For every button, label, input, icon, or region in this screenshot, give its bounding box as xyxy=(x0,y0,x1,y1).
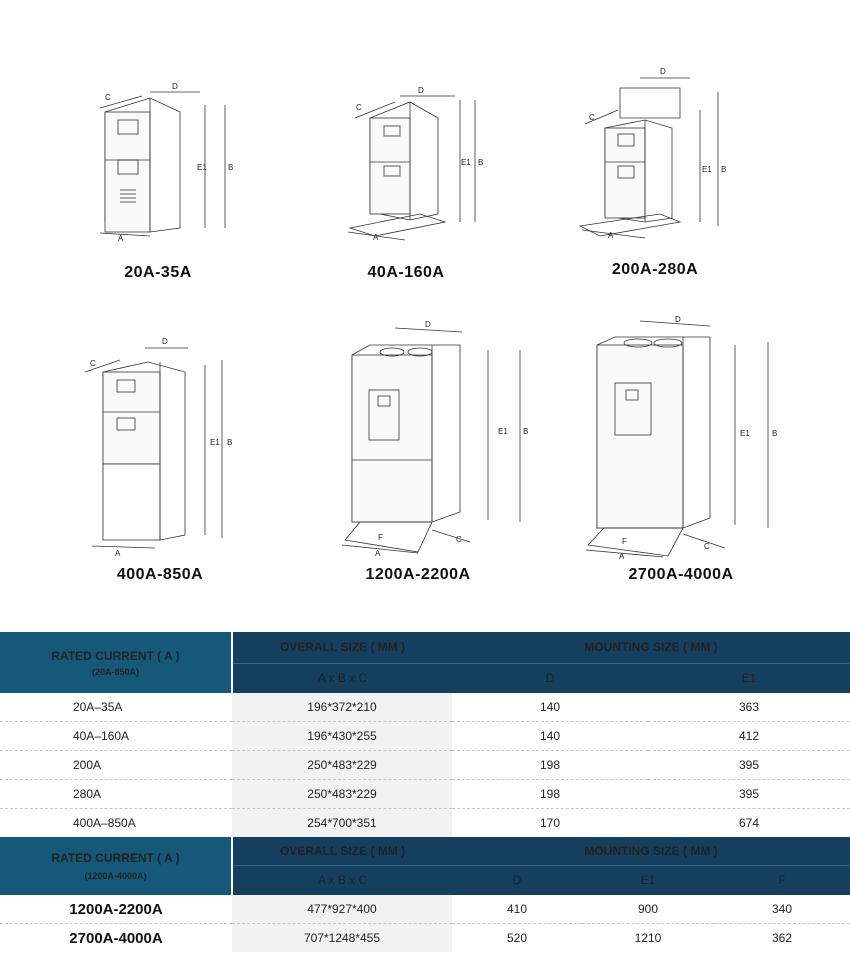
cell-d: 140 xyxy=(452,722,648,751)
cell-current: 1200A-2200A xyxy=(0,895,232,924)
svg-text:B: B xyxy=(721,165,727,174)
cell-e1: 900 xyxy=(582,895,714,924)
svg-text:A: A xyxy=(115,549,121,558)
caption-400A-850A: 400A-850A xyxy=(116,566,204,583)
svg-text:B: B xyxy=(523,427,529,436)
svg-text:C: C xyxy=(356,103,362,112)
cell-e1: 674 xyxy=(648,809,850,838)
svg-text:E1: E1 xyxy=(498,427,508,436)
header-e1: E1 xyxy=(582,865,714,895)
cell-e1: 412 xyxy=(648,722,850,751)
table-row xyxy=(0,809,850,838)
header-rated-current-label: RATED CURRENT ( A ) xyxy=(51,851,180,865)
header-mounting-size: MOUNTING SIZE ( MM ) xyxy=(452,632,850,663)
svg-text:F: F xyxy=(378,533,383,542)
cell-current: 280A xyxy=(0,780,232,809)
table-row xyxy=(0,693,850,722)
drawing-2700A-4000A xyxy=(586,315,777,561)
cell-f: 340 xyxy=(714,895,850,924)
svg-text:A: A xyxy=(375,549,381,558)
header-rated-current-range: (1200A-4000A) xyxy=(84,871,147,881)
cell-f: 362 xyxy=(714,924,850,953)
cell-current: 200A xyxy=(0,751,232,780)
svg-text:C: C xyxy=(105,93,111,102)
svg-text:C: C xyxy=(456,535,462,544)
svg-text:E1: E1 xyxy=(197,163,207,172)
caption-40A-160A: 40A-160A xyxy=(367,264,445,281)
cell-e1: 395 xyxy=(648,751,850,780)
svg-text:D: D xyxy=(425,320,431,329)
svg-text:D: D xyxy=(675,315,681,324)
svg-text:D: D xyxy=(162,337,168,346)
cell-d: 520 xyxy=(452,924,582,953)
caption-1200A-2200A: 1200A-2200A xyxy=(365,566,471,583)
svg-text:E1: E1 xyxy=(740,429,750,438)
cell-d: 198 xyxy=(452,751,648,780)
header-f: F xyxy=(714,865,850,895)
cell-size: 196*430*255 xyxy=(232,722,452,751)
header-axbxc: A x B x C xyxy=(232,663,452,693)
svg-text:A: A xyxy=(619,552,625,561)
svg-text:C: C xyxy=(90,359,96,368)
svg-text:D: D xyxy=(172,82,178,91)
drawing-200A-280A xyxy=(580,67,726,240)
cell-e1: 395 xyxy=(648,780,850,809)
cell-current: 20A–35A xyxy=(0,693,232,722)
drawing-1200A-2200A xyxy=(342,320,528,558)
header-rated-current xyxy=(0,632,232,693)
table-row xyxy=(0,780,850,809)
cell-current: 400A–850A xyxy=(0,809,232,838)
size-table-1200A-4000A xyxy=(0,837,850,952)
cell-size: 250*483*229 xyxy=(232,780,452,809)
svg-text:A: A xyxy=(608,231,614,240)
svg-text:D: D xyxy=(418,86,424,95)
caption-200A-280A: 200A-280A xyxy=(611,261,699,278)
cell-current: 40A–160A xyxy=(0,722,232,751)
table-row xyxy=(0,895,850,924)
cell-size: 707*1248*455 xyxy=(232,924,452,953)
caption-2700A-4000A: 2700A-4000A xyxy=(628,566,734,583)
header-overall-size: OVERALL SIZE ( MM ) xyxy=(232,837,452,865)
svg-text:E1: E1 xyxy=(702,165,712,174)
cell-d: 170 xyxy=(452,809,648,838)
svg-text:B: B xyxy=(772,429,778,438)
table-row xyxy=(0,924,850,953)
cell-d: 198 xyxy=(452,780,648,809)
header-e1: E1 xyxy=(648,663,850,693)
header-d: D xyxy=(452,663,648,693)
drawing-400A-850A xyxy=(85,337,232,558)
svg-text:A: A xyxy=(118,234,124,243)
table-row xyxy=(0,751,850,780)
svg-text:F: F xyxy=(622,537,627,546)
cell-d: 140 xyxy=(452,693,648,722)
cell-e1: 1210 xyxy=(582,924,714,953)
svg-text:D: D xyxy=(660,67,666,76)
cell-d: 410 xyxy=(452,895,582,924)
header-axbxc: A x B x C xyxy=(232,865,452,895)
svg-text:E1: E1 xyxy=(461,158,471,167)
svg-text:E1: E1 xyxy=(210,438,220,447)
cell-current: 2700A-4000A xyxy=(0,924,232,953)
drawing-40A-160A xyxy=(348,86,483,242)
cell-size: 254*700*351 xyxy=(232,809,452,838)
table-row xyxy=(0,722,850,751)
caption-20A-35A: 20A-35A xyxy=(124,264,192,281)
svg-text:B: B xyxy=(227,438,233,447)
size-table-20A-850A xyxy=(0,632,850,837)
header-d: D xyxy=(452,865,582,895)
header-mounting-size: MOUNTING SIZE ( MM ) xyxy=(452,837,850,865)
header-overall-size: OVERALL SIZE ( MM ) xyxy=(232,632,452,663)
header-rated-current-label: RATED CURRENT ( A ) xyxy=(51,648,180,663)
cell-e1: 363 xyxy=(648,693,850,722)
svg-text:A: A xyxy=(373,233,379,242)
header-rated-current xyxy=(0,837,232,895)
svg-text:B: B xyxy=(478,158,484,167)
cell-size: 250*483*229 xyxy=(232,751,452,780)
drawing-20A-35A xyxy=(100,82,233,243)
cell-size: 196*372*210 xyxy=(232,693,452,722)
header-rated-current-range: (20A-850A) xyxy=(91,666,140,677)
svg-text:C: C xyxy=(704,542,710,551)
cell-size: 477*927*400 xyxy=(232,895,452,924)
svg-text:C: C xyxy=(589,113,595,122)
svg-text:B: B xyxy=(228,163,234,172)
